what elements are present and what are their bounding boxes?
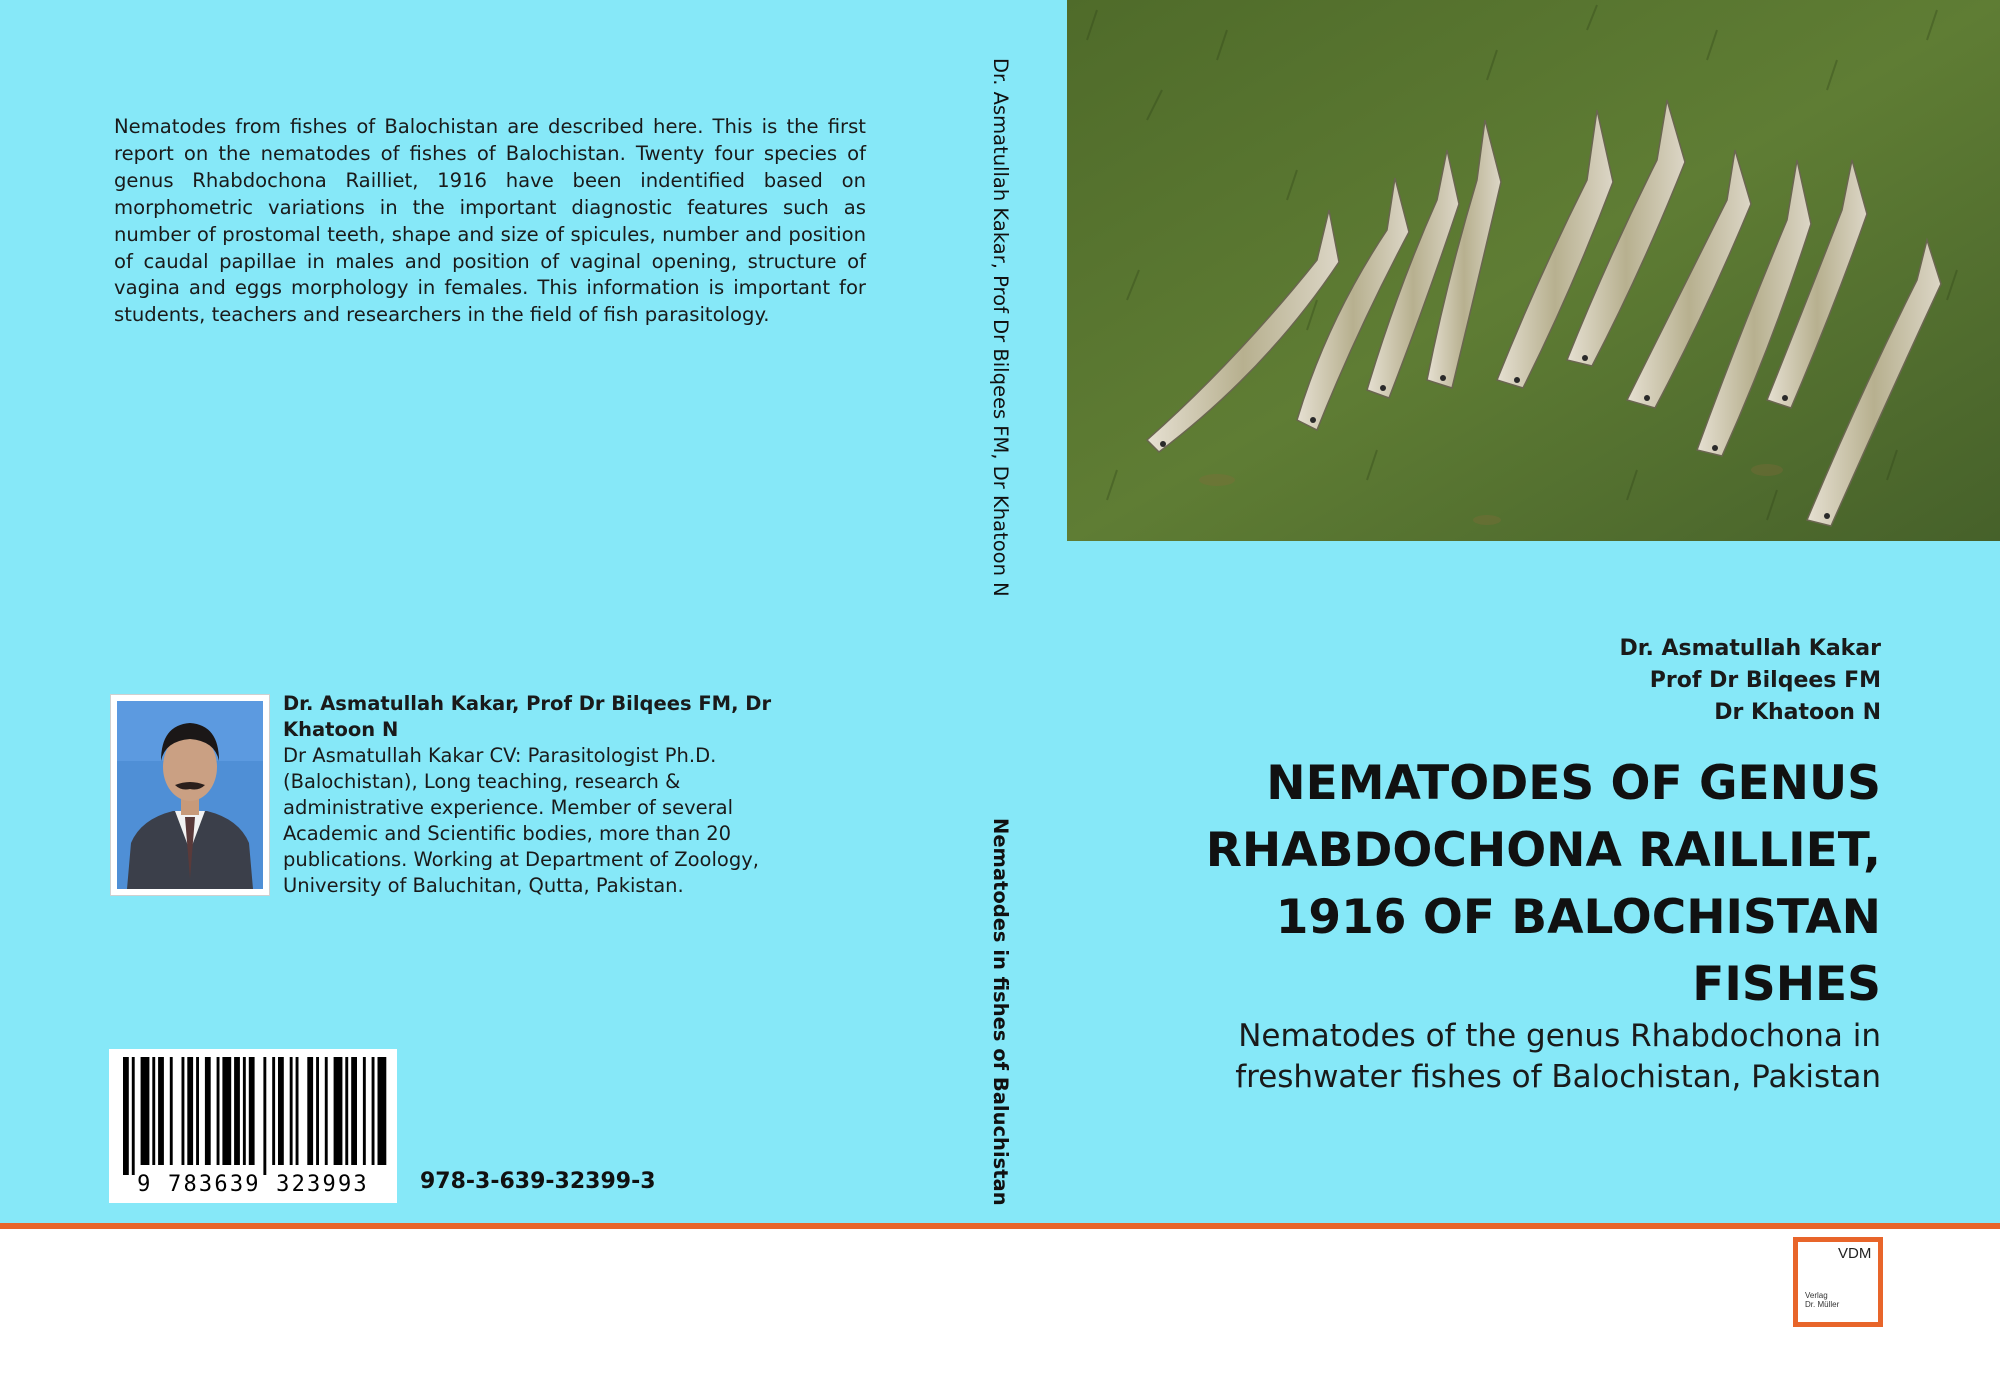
author-portrait-image bbox=[117, 701, 263, 889]
barcode-bar bbox=[170, 1057, 173, 1165]
barcode-bar bbox=[249, 1057, 255, 1165]
author-names: Dr. Asmatullah Kakar, Prof Dr Bilqees FM, Dr Khatoon N bbox=[283, 692, 772, 741]
front-author-3: Dr Khatoon N bbox=[1714, 700, 1881, 725]
barcode-bar bbox=[290, 1057, 293, 1165]
back-cover-blurb: Nematodes from fishes of Balochistan are described here. This is the first report on the nematodes of fishes of Balochistan. Twenty four species of genus Rhabdochona Railliet, 1916 have been indentified based on morphometric variations in the important diagnostic features such as number of prostomal teeth, shape and size of spicules, number and position of caudal papillae in males and position of vaginal opening, structure of vagina and eggs morphology in females. This information is important for students, teachers and researchers in the field of fish parasitology. bbox=[114, 115, 866, 327]
barcode-bar bbox=[296, 1057, 299, 1165]
fish-on-grass-image bbox=[1067, 0, 2000, 541]
isbn: 978-3-639-32399-3 bbox=[420, 1169, 656, 1194]
publisher-line-2: Dr. Müller bbox=[1805, 1300, 1840, 1309]
barcode-bar bbox=[123, 1057, 129, 1175]
barcode-bar bbox=[325, 1057, 328, 1165]
barcode-bar bbox=[243, 1057, 246, 1165]
barcode-bar bbox=[196, 1057, 199, 1165]
spine-authors: Dr. Asmatullah Kakar, Prof Dr Bilqees FM, Dr Khatoon N bbox=[989, 58, 1012, 597]
barcode-bar bbox=[351, 1057, 357, 1165]
barcode-bar bbox=[272, 1057, 275, 1165]
front-author-2: Prof Dr Bilqees FM bbox=[1649, 668, 1881, 693]
publisher-logo bbox=[1793, 1237, 1883, 1327]
barcode-bar bbox=[378, 1057, 387, 1165]
barcode-bar bbox=[307, 1057, 313, 1165]
barcode-bar bbox=[182, 1057, 185, 1165]
barcode-bar bbox=[217, 1057, 220, 1165]
barcode-bar bbox=[234, 1057, 240, 1165]
barcode-bar bbox=[158, 1057, 164, 1165]
publisher-line-1: Verlag bbox=[1805, 1291, 1828, 1300]
barcode-bar bbox=[205, 1057, 211, 1165]
barcode-bar bbox=[132, 1057, 135, 1175]
barcode-bar bbox=[278, 1057, 284, 1165]
author-photo bbox=[110, 694, 270, 896]
barcode-bar bbox=[187, 1057, 193, 1165]
cover-photo bbox=[1067, 0, 2000, 541]
book-title: NEMATODES OF GENUS RHABDOCHONA RAILLIET, 1916 OF BALOCHISTAN FISHES bbox=[1205, 756, 1881, 1012]
barcode-bar bbox=[152, 1057, 155, 1165]
barcode-bar bbox=[372, 1057, 375, 1165]
barcode-bar bbox=[363, 1057, 366, 1165]
front-author-1: Dr. Asmatullah Kakar bbox=[1619, 636, 1881, 661]
book-subtitle: Nematodes of the genus Rhabdochona in freshwater fishes of Balochistan, Pakistan bbox=[1235, 1018, 1881, 1095]
barcode-bar bbox=[316, 1057, 319, 1165]
front-authors bbox=[1619, 633, 1881, 729]
barcode-bar bbox=[334, 1057, 343, 1165]
barcode-bar bbox=[141, 1057, 150, 1165]
spine-title: Nematodes in fishes of Baluchistan bbox=[989, 818, 1012, 1206]
publisher-name: VDM bbox=[1835, 1245, 1874, 1262]
barcode bbox=[109, 1049, 397, 1203]
barcode-digits: 9 783639 323993 bbox=[137, 1172, 369, 1197]
publisher-subline bbox=[1805, 1291, 1877, 1309]
barcode-bar bbox=[263, 1057, 266, 1175]
barcode-bar bbox=[222, 1057, 231, 1165]
bottom-strip bbox=[0, 1229, 2000, 1386]
barcode-bar bbox=[345, 1057, 348, 1165]
author-cv: Dr Asmatullah Kakar CV: Parasitologist Ph.D. (Balochistan), Long teaching, research & administrative experience. Member of several Academic and Scientific bodies, more than 20 publications. Working at Department of Zoology, University of Baluchitan, Qutta, Pakistan. bbox=[283, 744, 759, 897]
